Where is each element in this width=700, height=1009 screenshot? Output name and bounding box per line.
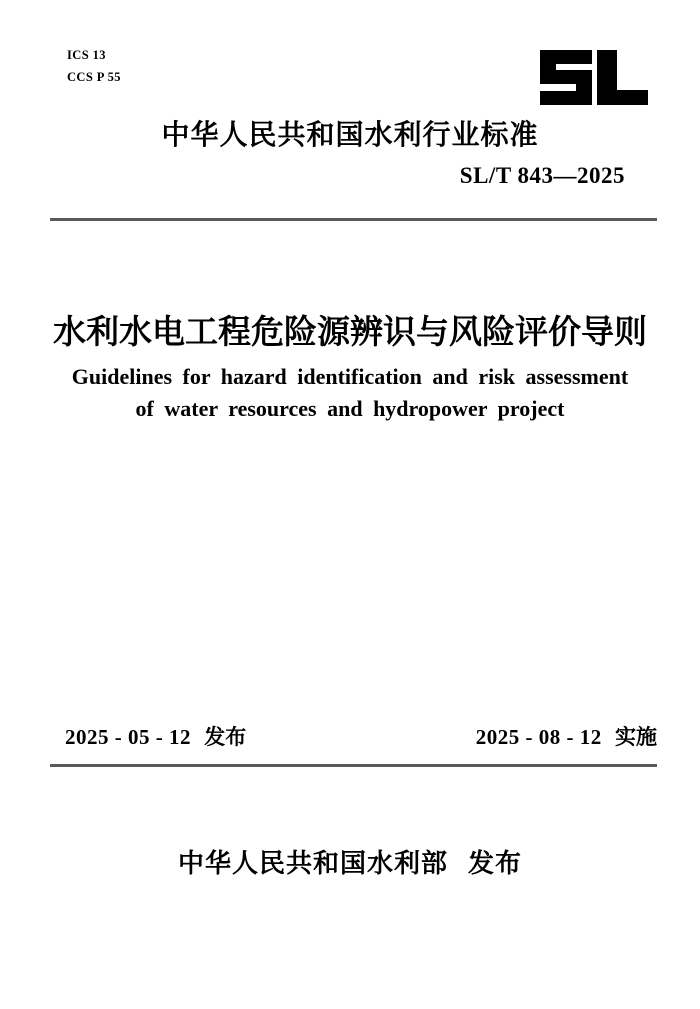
standard-number: SL/T 843—2025 [459,163,625,188]
ics-code: ICS 13 [67,48,106,62]
issue-date: 2025 - 05 - 12 [65,725,191,749]
classification-codes [67,44,121,88]
issue-label: 发布 [204,726,247,749]
dates-row [50,721,657,751]
sl-logo-icon [540,50,648,105]
standard-category-header: 中华人民共和国水利行业标准 [161,119,539,150]
ccs-code: CCS P 55 [67,70,121,84]
publisher-action: 发布 [468,848,523,878]
top-divider-rule [50,218,657,221]
issue-date-group [50,721,246,751]
title-english-line2: of water resources and hydropower project [135,396,565,421]
bottom-divider-rule [50,764,657,767]
title-english [0,361,700,425]
publisher-line [0,843,700,880]
publisher-name: 中华人民共和国水利部 [177,848,448,878]
implement-date-group [476,721,657,751]
title-english-line1: Guidelines for hazard identification and risk assessment [71,364,629,389]
implement-date: 2025 - 08 - 12 [475,725,602,749]
implement-label: 实施 [615,726,657,749]
title-chinese: 水利水电工程危险源辨识与风险评价导则 [53,313,647,350]
